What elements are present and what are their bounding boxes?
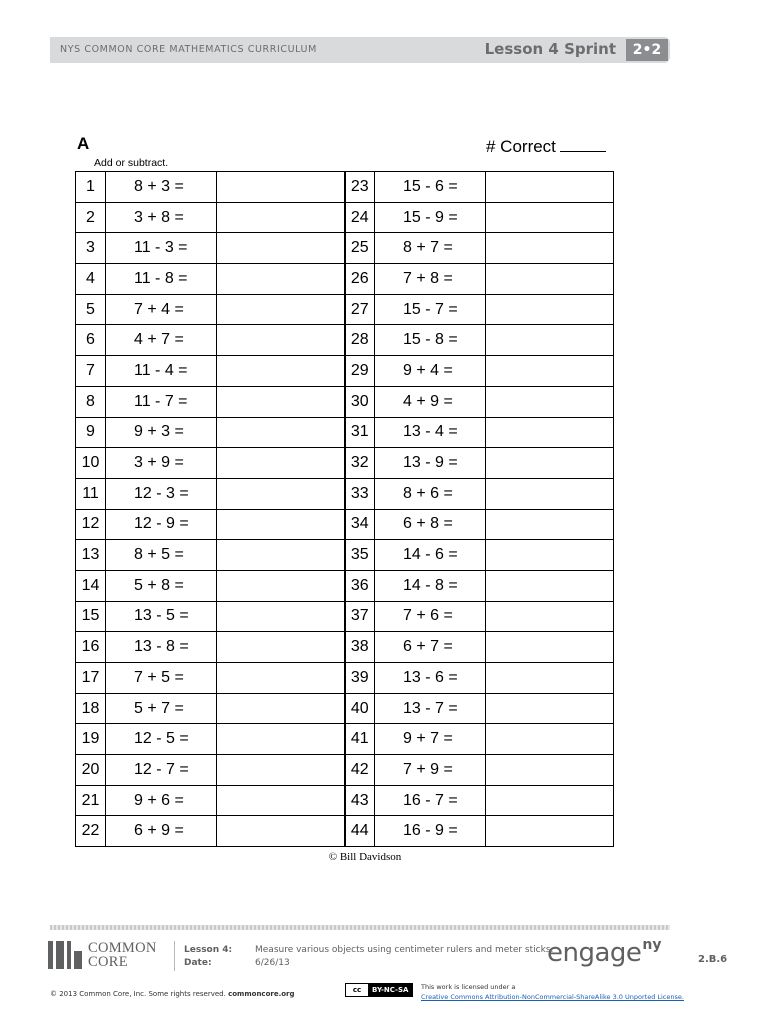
table-row	[76, 663, 614, 694]
answer-cell[interactable]	[486, 325, 614, 356]
problem-expression: 13 - 7 =	[375, 693, 486, 724]
problem-expression: 12 - 9 =	[106, 509, 217, 540]
problem-expression: 15 - 8 =	[375, 325, 486, 356]
problem-number: 21	[76, 785, 106, 816]
problem-number: 42	[345, 755, 375, 786]
problem-expression: 13 - 4 =	[375, 417, 486, 448]
answer-cell[interactable]	[217, 202, 345, 233]
problem-expression: 9 + 7 =	[375, 724, 486, 755]
problem-expression: 9 + 4 =	[375, 356, 486, 387]
date-label: Date:	[184, 958, 212, 968]
problem-number: 2	[76, 202, 106, 233]
license-link[interactable]: Creative Commons Attribution-NonCommercial-ShareAlike 3.0 Unported License.	[421, 993, 684, 1001]
problem-number: 32	[345, 448, 375, 479]
answer-cell[interactable]	[486, 294, 614, 325]
table-row	[76, 264, 614, 295]
answer-cell[interactable]	[217, 632, 345, 663]
problem-expression: 15 - 9 =	[375, 202, 486, 233]
table-row	[76, 386, 614, 417]
problem-expression: 5 + 7 =	[106, 693, 217, 724]
table-row	[76, 601, 614, 632]
commoncore-link[interactable]: commoncore.org	[228, 990, 295, 998]
table-row	[76, 540, 614, 571]
answer-cell[interactable]	[217, 724, 345, 755]
answer-cell[interactable]	[486, 386, 614, 417]
problem-number: 16	[76, 632, 106, 663]
problem-expression: 6 + 7 =	[375, 632, 486, 663]
correct-count	[486, 137, 606, 157]
answer-cell[interactable]	[486, 632, 614, 663]
problem-expression: 13 - 6 =	[375, 663, 486, 694]
problem-expression: 7 + 8 =	[375, 264, 486, 295]
problem-number: 8	[76, 386, 106, 417]
problem-expression: 16 - 9 =	[375, 816, 486, 847]
problem-number: 18	[76, 693, 106, 724]
table-row	[76, 417, 614, 448]
lesson-description: Measure various objects using centimeter rulers and meter sticks.	[255, 945, 554, 955]
answer-cell[interactable]	[217, 172, 345, 203]
answer-cell[interactable]	[217, 448, 345, 479]
answer-cell[interactable]	[217, 816, 345, 847]
problem-number: 41	[345, 724, 375, 755]
problem-expression: 9 + 3 =	[106, 417, 217, 448]
problem-number: 7	[76, 356, 106, 387]
answer-cell[interactable]	[217, 294, 345, 325]
problem-number: 12	[76, 509, 106, 540]
copyright-notice: © 2013 Common Core, Inc. Some rights reserved. commoncore.org	[50, 990, 295, 998]
problem-expression: 3 + 8 =	[106, 202, 217, 233]
answer-cell[interactable]	[217, 233, 345, 264]
common-core-logo	[48, 941, 178, 975]
problem-number: 44	[345, 816, 375, 847]
answer-cell[interactable]	[217, 478, 345, 509]
correct-blank-line[interactable]	[560, 137, 606, 152]
problem-number: 6	[76, 325, 106, 356]
problem-number: 19	[76, 724, 106, 755]
problem-number: 28	[345, 325, 375, 356]
problem-number: 35	[345, 540, 375, 571]
answer-cell[interactable]	[217, 509, 345, 540]
problem-number: 14	[76, 570, 106, 601]
problem-number: 10	[76, 448, 106, 479]
table-row	[76, 325, 614, 356]
problem-expression: 7 + 4 =	[106, 294, 217, 325]
table-row	[76, 755, 614, 786]
answer-cell[interactable]	[486, 448, 614, 479]
problem-number: 29	[345, 356, 375, 387]
table-row	[76, 693, 614, 724]
lesson-title: Lesson 4 Sprint	[484, 40, 616, 58]
problem-number: 20	[76, 755, 106, 786]
answer-cell[interactable]	[486, 693, 614, 724]
engage-ny-logo	[547, 938, 662, 968]
problem-number: 13	[76, 540, 106, 571]
table-row	[76, 294, 614, 325]
answer-cell[interactable]	[486, 540, 614, 571]
answer-cell[interactable]	[486, 417, 614, 448]
date-value: 6/26/13	[255, 958, 290, 968]
problem-expression: 3 + 9 =	[106, 448, 217, 479]
problem-expression: 12 - 7 =	[106, 755, 217, 786]
answer-cell[interactable]	[217, 601, 345, 632]
problem-number: 33	[345, 478, 375, 509]
answer-cell[interactable]	[486, 233, 614, 264]
problem-expression: 12 - 3 =	[106, 478, 217, 509]
instructions: Add or subtract.	[94, 157, 169, 169]
problem-expression: 7 + 6 =	[375, 601, 486, 632]
problem-number: 5	[76, 294, 106, 325]
answer-cell[interactable]	[217, 264, 345, 295]
cc-license-badge-icon[interactable]: cc BY-NC-SA	[345, 983, 413, 997]
problem-expression: 15 - 6 =	[375, 172, 486, 203]
answer-cell[interactable]	[486, 570, 614, 601]
table-row	[76, 233, 614, 264]
footer-labels	[184, 944, 232, 970]
table-row	[76, 724, 614, 755]
footer-vertical-divider	[174, 941, 175, 971]
problem-expression: 8 + 3 =	[106, 172, 217, 203]
engage-ny-sup: ny	[642, 937, 662, 953]
answer-cell[interactable]	[217, 325, 345, 356]
table-row	[76, 816, 614, 847]
problem-expression: 7 + 5 =	[106, 663, 217, 694]
problem-expression: 15 - 7 =	[375, 294, 486, 325]
problem-expression: 8 + 7 =	[375, 233, 486, 264]
answer-cell[interactable]	[217, 663, 345, 694]
problem-expression: 11 - 7 =	[106, 386, 217, 417]
answer-cell[interactable]	[217, 540, 345, 571]
correct-label: # Correct	[486, 137, 556, 156]
problem-expression: 16 - 7 =	[375, 785, 486, 816]
table-row	[76, 785, 614, 816]
table-row	[76, 509, 614, 540]
problem-number: 23	[345, 172, 375, 203]
problem-number: 11	[76, 478, 106, 509]
problem-expression: 7 + 9 =	[375, 755, 486, 786]
answer-cell[interactable]	[217, 693, 345, 724]
answer-cell[interactable]	[486, 172, 614, 203]
table-row	[76, 202, 614, 233]
problem-number: 40	[345, 693, 375, 724]
answer-cell[interactable]	[217, 785, 345, 816]
lesson-label: Lesson 4:	[184, 945, 233, 955]
answer-cell[interactable]	[217, 386, 345, 417]
problem-number: 9	[76, 417, 106, 448]
problem-number: 36	[345, 570, 375, 601]
table-row	[76, 478, 614, 509]
problem-number: 27	[345, 294, 375, 325]
problem-number: 1	[76, 172, 106, 203]
answer-cell[interactable]	[486, 478, 614, 509]
answer-cell[interactable]	[486, 663, 614, 694]
problem-expression: 14 - 8 =	[375, 570, 486, 601]
footer-values	[255, 944, 553, 970]
problem-number: 3	[76, 233, 106, 264]
problem-number: 26	[345, 264, 375, 295]
problem-expression: 4 + 9 =	[375, 386, 486, 417]
answer-cell[interactable]	[486, 356, 614, 387]
author-attribution-text: © Bill Davidson	[328, 851, 402, 863]
footer-divider-rule	[50, 925, 670, 930]
sprint-letter: A	[77, 134, 90, 153]
problem-number: 15	[76, 601, 106, 632]
problem-expression: 13 - 9 =	[375, 448, 486, 479]
problem-expression: 4 + 7 =	[106, 325, 217, 356]
license-text: This work is licensed under a Creative Commons Attribution-NonCommercial-ShareAlike 3.0 Unported License.	[421, 983, 684, 1001]
table-row	[76, 172, 614, 203]
answer-cell[interactable]	[217, 570, 345, 601]
problem-expression: 5 + 8 =	[106, 570, 217, 601]
answer-cell[interactable]	[486, 785, 614, 816]
problem-number: 17	[76, 663, 106, 694]
author-attribution	[0, 851, 770, 863]
curriculum-title: NYS COMMON CORE MATHEMATICS CURRICULUM	[60, 44, 317, 55]
common-core-logo-text: COMMON CORE	[88, 940, 157, 970]
problem-number: 38	[345, 632, 375, 663]
problem-number: 30	[345, 386, 375, 417]
answer-cell[interactable]	[486, 264, 614, 295]
problem-expression: 11 - 4 =	[106, 356, 217, 387]
problem-expression: 13 - 5 =	[106, 601, 217, 632]
problem-expression: 9 + 6 =	[106, 785, 217, 816]
problem-number: 31	[345, 417, 375, 448]
problem-number: 22	[76, 816, 106, 847]
answer-cell[interactable]	[486, 755, 614, 786]
answer-cell[interactable]	[486, 202, 614, 233]
problem-expression: 11 - 8 =	[106, 264, 217, 295]
answer-cell[interactable]	[486, 724, 614, 755]
problem-expression: 12 - 5 =	[106, 724, 217, 755]
answer-cell[interactable]	[217, 417, 345, 448]
page-header	[50, 37, 670, 63]
problem-number: 34	[345, 509, 375, 540]
problem-number: 24	[345, 202, 375, 233]
problem-expression: 6 + 8 =	[375, 509, 486, 540]
page-code: 2.B.6	[698, 954, 728, 965]
problem-expression: 14 - 6 =	[375, 540, 486, 571]
answer-cell[interactable]	[486, 509, 614, 540]
answer-cell[interactable]	[486, 816, 614, 847]
problem-number: 43	[345, 785, 375, 816]
problem-number: 39	[345, 663, 375, 694]
table-row	[76, 632, 614, 663]
engage-word: engage	[547, 938, 642, 968]
problem-number: 25	[345, 233, 375, 264]
problem-expression: 8 + 5 =	[106, 540, 217, 571]
grade-module-badge: 2•2	[626, 39, 668, 61]
problem-expression: 13 - 8 =	[106, 632, 217, 663]
table-row	[76, 356, 614, 387]
answer-cell[interactable]	[486, 601, 614, 632]
problem-number: 37	[345, 601, 375, 632]
answer-cell[interactable]	[217, 755, 345, 786]
answer-cell[interactable]	[217, 356, 345, 387]
problem-expression: 11 - 3 =	[106, 233, 217, 264]
table-row	[76, 448, 614, 479]
table-row	[76, 570, 614, 601]
problem-expression: 6 + 9 =	[106, 816, 217, 847]
problem-expression: 8 + 6 =	[375, 478, 486, 509]
problem-number: 4	[76, 264, 106, 295]
sprint-problem-table	[75, 171, 614, 847]
